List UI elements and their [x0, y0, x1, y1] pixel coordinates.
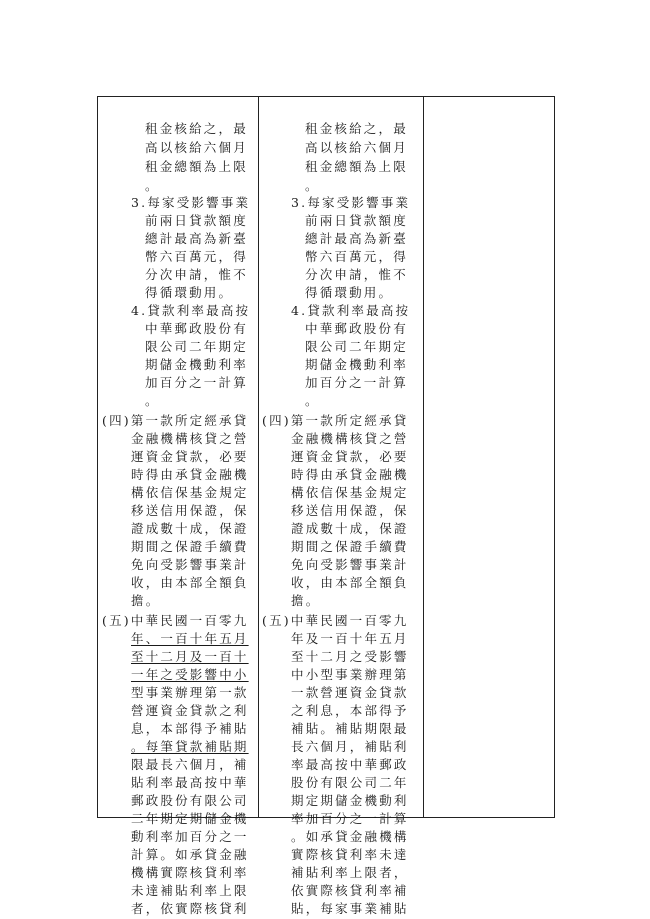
- right-text-line: 。如承貸金融機構: [291, 829, 409, 844]
- left-text-line: 至十二月及一百十: [131, 649, 249, 664]
- right-text-line: 補貼。補貼期限最: [291, 721, 409, 736]
- right-text-line: 。: [305, 178, 320, 193]
- left-text-line: 收，由本部全額負: [131, 575, 249, 590]
- right-text-line: 期間之保證手續費: [291, 539, 409, 554]
- right-text-line: 證成數十成，保證: [291, 521, 409, 536]
- left-text-line: 運資金貸款，必要: [131, 449, 249, 464]
- right-text-line: 3.每家受影響事業: [291, 195, 411, 210]
- left-text-line: 貼利率最高按中華: [131, 775, 249, 790]
- right-text-line: 。: [305, 393, 320, 408]
- left-text-line: 中華郵政股份有: [145, 321, 248, 336]
- left-text-line: 租金總額為上限: [145, 159, 248, 174]
- right-text-line: 股份有限公司二年: [291, 775, 409, 790]
- left-text-line: 證成數十成，保證: [131, 521, 249, 536]
- left-text-line: 租金核給之，最: [145, 121, 248, 136]
- right-text-line: 租金核給之，最: [305, 121, 408, 136]
- right-text-line: 中小型事業辦理第: [291, 667, 409, 682]
- left-text-line: 前兩日貸款額度: [145, 213, 248, 228]
- left-text-line: 。: [145, 393, 160, 408]
- right-text-line: 之利息，本部得予: [291, 703, 409, 718]
- right-text-line: 限公司二年期定: [305, 339, 408, 354]
- right-text-line: 期儲金機動利率: [305, 357, 408, 372]
- left-text-line: 。: [145, 178, 160, 193]
- right-text-line: 補貼利率上限者，: [291, 865, 409, 880]
- left-text-line: 型事業辦理第一款: [131, 685, 249, 700]
- right-text-line: 依實際核貸利率補: [291, 883, 409, 898]
- left-text-line: (四)第一款所定經承貸: [102, 413, 249, 428]
- right-text-line: 4.貸款利率最高按: [291, 303, 411, 318]
- right-text-line: 一款營運資金貸款: [291, 685, 409, 700]
- right-text-line: 中華郵政股份有: [305, 321, 408, 336]
- right-text-line: 時得由承貸金融機: [291, 467, 409, 482]
- right-text-line: 總計最高為新臺: [305, 231, 408, 246]
- right-text-line: 年及一百十年五月: [291, 631, 409, 646]
- left-text-line: 得循環動用。: [145, 285, 234, 300]
- left-text-line: 免向受影響事業計: [131, 557, 249, 572]
- right-text-line: 收，由本部全額負: [291, 575, 409, 590]
- left-text-line: 總計最高為新臺: [145, 231, 248, 246]
- left-text-line: 時得由承貸金融機: [131, 467, 249, 482]
- left-text-line: 限公司二年期定: [145, 339, 248, 354]
- left-text-line: 限最長六個月，補: [131, 757, 249, 772]
- left-text-line: 加百分之一計算: [145, 375, 248, 390]
- right-text-line: 率加百分之一計算: [291, 811, 409, 826]
- left-text-line: 3.每家受影響事業: [131, 195, 251, 210]
- left-text-line: 一年之受影響中小: [131, 667, 249, 682]
- left-text-line: 高以核給六個月: [145, 140, 248, 155]
- left-text-line: 未達補貼利率上限: [131, 883, 249, 898]
- left-text-line: 期間之保證手續費: [131, 539, 249, 554]
- left-text-line: 機構實際核貸利率: [131, 865, 249, 880]
- right-text-line: (四)第一款所定經承貸: [262, 413, 409, 428]
- left-text-line: 幣六百萬元，得: [145, 249, 248, 264]
- left-text-line: 分次申請，惟不: [145, 267, 248, 282]
- left-text-line: (五)中華民國一百零九: [102, 613, 249, 628]
- left-text-line: 動利率加百分之一: [131, 829, 249, 844]
- left-text-line: 。每筆貸款補貼期: [131, 739, 249, 754]
- left-text-line: 者，依實際核貸利: [131, 901, 249, 916]
- right-text-line: 高以核給六個月: [305, 140, 408, 155]
- right-text-line: 期定期儲金機動利: [291, 793, 409, 808]
- left-text-line: 郵政股份有限公司: [131, 793, 249, 808]
- right-text-line: 長六個月，補貼利: [291, 739, 409, 754]
- left-text-line: 計算。如承貸金融: [131, 847, 249, 862]
- right-text-line: 租金總額為上限: [305, 159, 408, 174]
- right-text-line: (五)中華民國一百零九: [262, 613, 409, 628]
- right-text-line: 前兩日貸款額度: [305, 213, 408, 228]
- right-text-line: 至十二月之受影響: [291, 649, 409, 664]
- left-text-line: 年、一百十年五月: [131, 631, 249, 646]
- right-text-line: 擔。: [291, 593, 321, 608]
- right-text-line: 免向受影響事業計: [291, 557, 409, 572]
- left-text-line: 金融機構核貸之營: [131, 431, 249, 446]
- left-text-line: 期儲金機動利率: [145, 357, 248, 372]
- right-text-line: 率最高按中華郵政: [291, 757, 409, 772]
- column-divider-2: [423, 97, 424, 817]
- left-text-line: 移送信用保證，保: [131, 503, 249, 518]
- left-text-line: 二年期定期儲金機: [131, 811, 249, 826]
- right-text-line: 移送信用保證，保: [291, 503, 409, 518]
- right-text-line: 構依信保基金規定: [291, 485, 409, 500]
- right-text-line: 貼，每家事業補貼: [291, 901, 409, 916]
- comparison-table: [97, 96, 555, 916]
- left-text-line: 4.貸款利率最高按: [131, 303, 251, 318]
- right-text-line: 金融機構核貸之營: [291, 431, 409, 446]
- right-text-line: 幣六百萬元，得: [305, 249, 408, 264]
- right-text-line: 分次申請，惟不: [305, 267, 408, 282]
- right-text-line: 加百分之一計算: [305, 375, 408, 390]
- right-text-line: 實際核貸利率未達: [291, 847, 409, 862]
- left-text-line: 構依信保基金規定: [131, 485, 249, 500]
- right-text-line: 運資金貸款，必要: [291, 449, 409, 464]
- left-text-line: 息，本部得予補貼: [131, 721, 249, 736]
- left-text-line: 擔。: [131, 593, 161, 608]
- left-text-line: 營運資金貸款之利: [131, 703, 249, 718]
- right-text-line: 得循環動用。: [305, 285, 394, 300]
- column-divider-1: [258, 97, 259, 817]
